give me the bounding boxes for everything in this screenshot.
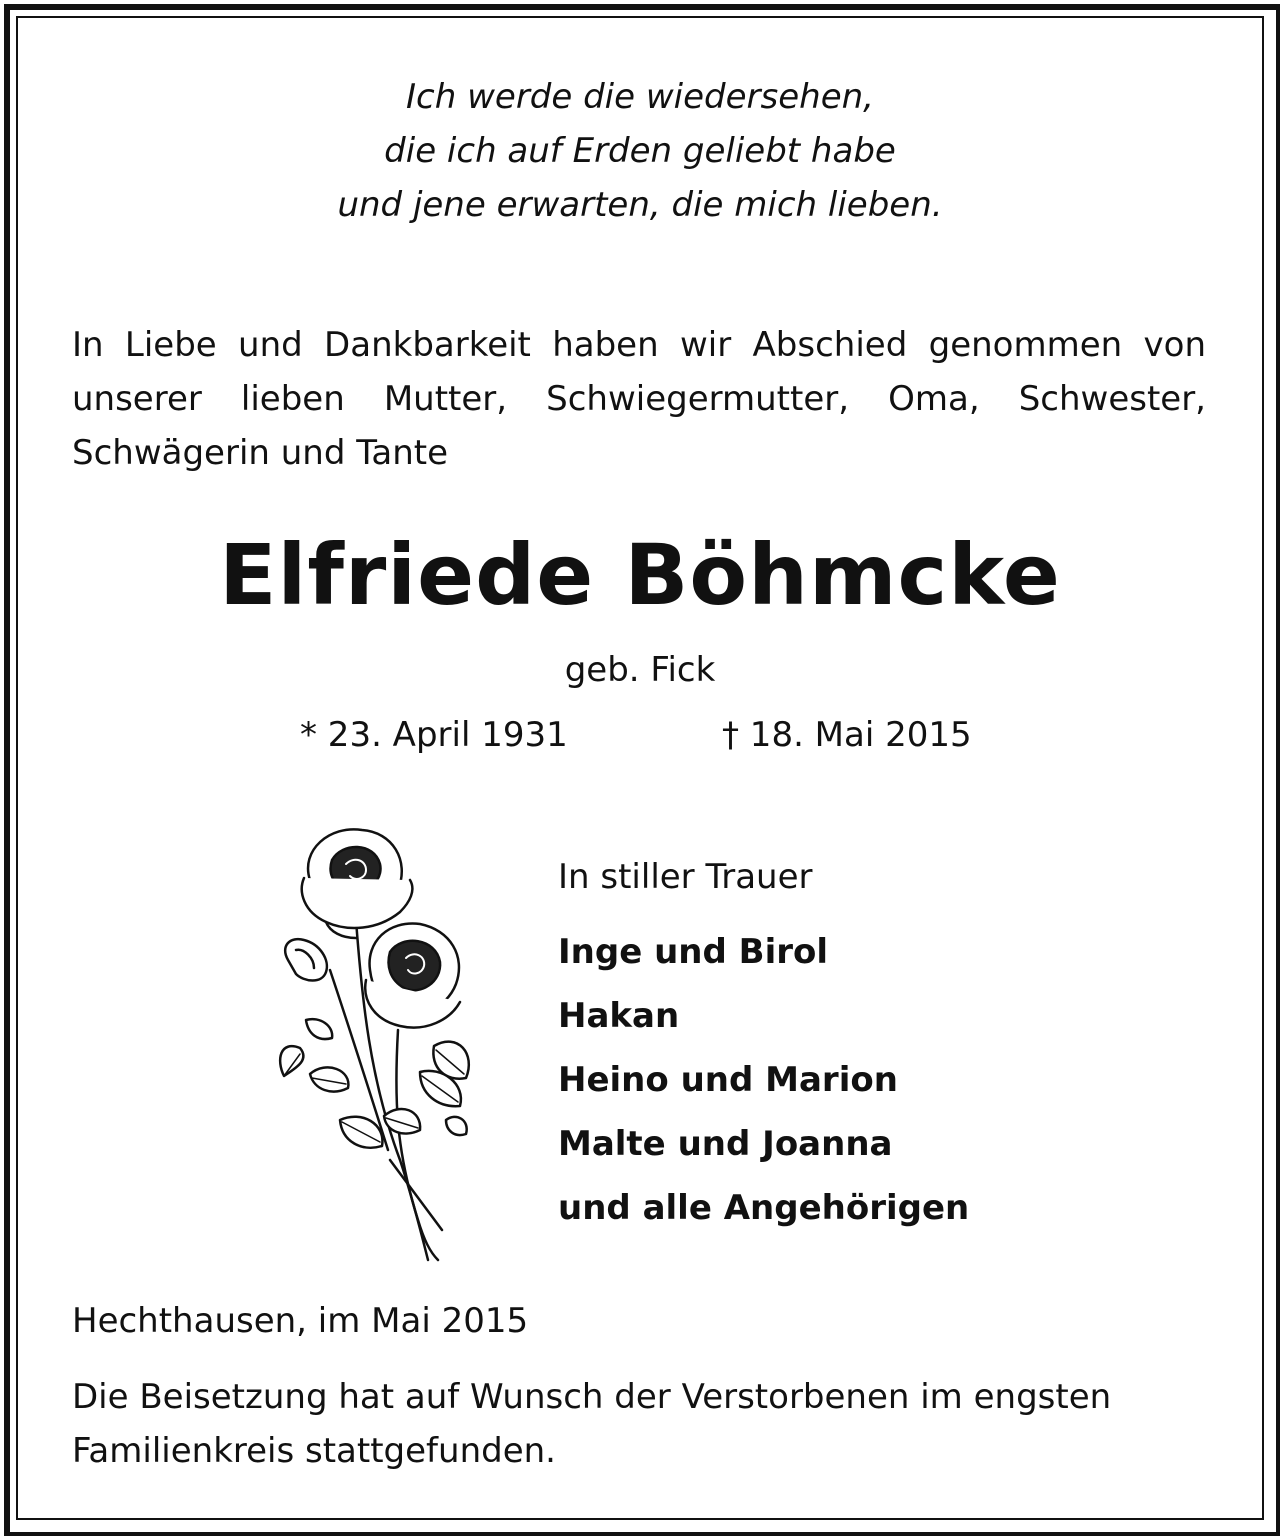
mourners-list bbox=[558, 920, 969, 1240]
intro-text: In Liebe und Dankbarkeit haben wir Abschied genommen von unserer lieben Mutter, Schwiegermutter, Oma, Schwester, Schwägerin und Tante bbox=[72, 325, 1206, 473]
deceased-name: Elfriede Böhmcke bbox=[219, 526, 1061, 624]
inner-frame bbox=[16, 16, 1264, 1520]
memorial-quote bbox=[0, 70, 1280, 232]
mourner-name: Heino und Marion bbox=[558, 1060, 898, 1100]
mourner-name: Malte und Joanna bbox=[558, 1124, 893, 1164]
birth-date: * 23. April 1931 bbox=[300, 715, 568, 755]
mourner-name: Inge und Birol bbox=[558, 932, 829, 972]
mourning-label: In stiller Trauer bbox=[558, 857, 813, 897]
mourner-name: und alle Angehörigen bbox=[558, 1188, 970, 1228]
maiden-name: geb. Fick bbox=[564, 650, 716, 690]
death-date: † 18. Mai 2015 bbox=[722, 715, 972, 755]
quote-line-2: die ich auf Erden geliebt habe bbox=[384, 131, 896, 171]
burial-note: Die Beisetzung hat auf Wunsch der Verstorbenen im engsten Familienkreis stattgefunden. bbox=[72, 1377, 1112, 1471]
quote-line-1: Ich werde die wiedersehen, bbox=[406, 77, 874, 117]
quote-line-3: und jene erwarten, die mich lieben. bbox=[337, 185, 943, 225]
mourner-name: Hakan bbox=[558, 996, 680, 1036]
rose-drawing-icon bbox=[270, 820, 480, 1270]
place-and-date: Hechthausen, im Mai 2015 bbox=[72, 1301, 529, 1341]
